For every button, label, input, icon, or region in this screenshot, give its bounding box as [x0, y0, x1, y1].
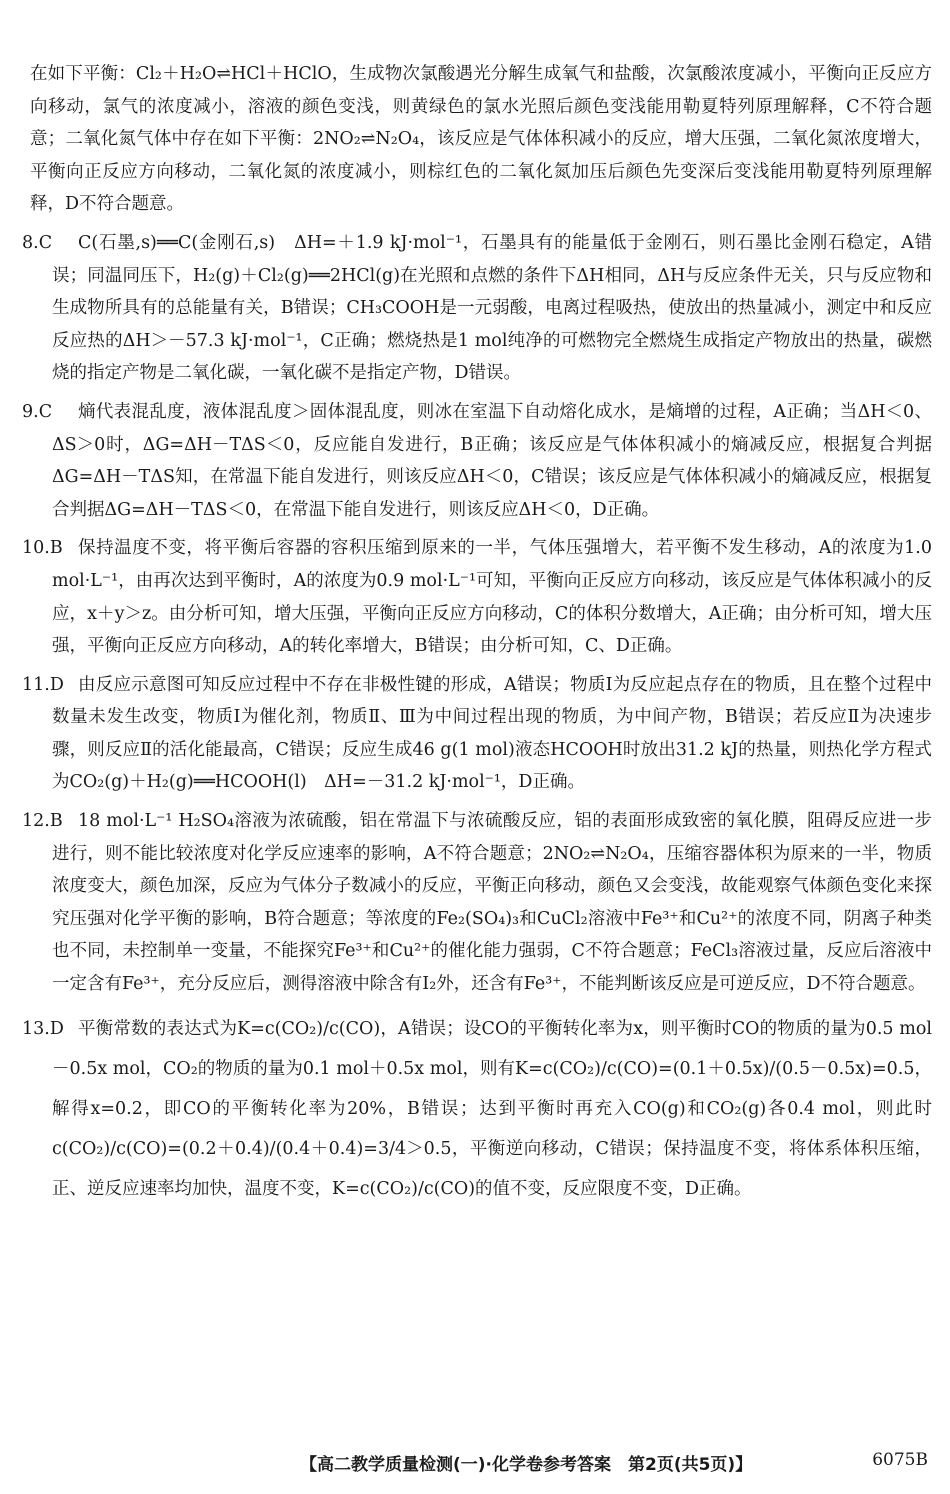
answer-item-8 [22, 227, 932, 390]
answer-text: 平衡常数的表达式为K=c(CO₂)/c(CO)，A错误；设CO的平衡转化率为x，则平衡时CO的物质的量为0.5 mol－0.5x mol，CO₂的物质的量为0.1 mol＋0.5x mol，则有K=c(CO₂)/c(CO)=(0.1＋0.5x)/(0.5－0.5x)=0.5，解得x=0.2，即CO的平衡转化率为20%，B错误；达到平衡时再充入CO(g)和CO₂(g)各0.4 mol，则此时c(CO₂)/c(CO)=(0.2＋0.4)/(0.4＋0.4)=3/4＞0.5，平衡逆向移动，C错误；保持温度不变，将体系体积压缩，正、逆反应速率均加快，温度不变，K=c(CO₂)/c(CO)的值不变，反应限度不变，D正确。 [52, 1018, 932, 1199]
answer-number: 9.C [22, 401, 53, 422]
answer-number: 11.D [22, 674, 64, 695]
footer-title: 【高二教学质量检测(一)·化学卷参考答案 第2页(共5页)】 [300, 1455, 753, 1475]
answer-number: 13.D [22, 1018, 64, 1039]
answer-item-12 [22, 805, 932, 1001]
answer-content [22, 58, 932, 1209]
answer-text: 保持温度不变，将平衡后容器的容积压缩到原来的一半，气体压强增大，若平衡不发生移动，A的浓度为1.0 mol·L⁻¹，由再次达到平衡时，A的浓度为0.9 mol·L⁻¹可知，平衡向正反应方向移动，该反应是气体体积减小的反应，x＋y＞z。由分析可知，增大压强，平衡向正反应方向移动，C的体积分数增大，A正确；由分析可知，增大压强，平衡向正反应方向移动，A的转化率增大，B错误；由分析可知，C、D正确。 [52, 538, 932, 657]
answer-text: 18 mol·L⁻¹ H₂SO₄溶液为浓硫酸，铝在常温下与浓硫酸反应，铝的表面形成致密的氧化膜，阻碍反应进一步进行，则不能比较浓度对化学反应速率的影响，A不符合题意；2NO₂⇌N₂O₄，压缩容器体积为原来的一半，物质浓度变大，颜色加深，反应为气体分子数减小的反应，平衡正向移动，颜色又会变浅，故能观察气体颜色变化来探究压强对化学平衡的影响，B符合题意；等浓度的Fe₂(SO₄)₃和CuCl₂溶液中Fe³⁺和Cu²⁺的浓度不同，阴离子种类也不同，未控制单一变量，不能探究Fe³⁺和Cu²⁺的催化能力强弱，C不符合题意；FeCl₃溶液过量，反应后溶液中一定含有Fe³⁺，充分反应后，测得溶液中除含有I₂外，还含有Fe³⁺，不能判断该反应是可逆反应，D不符合题意。 [52, 811, 932, 995]
answer-number: 8.C [22, 232, 53, 253]
answer-text: C(石墨,s)══C(金刚石,s) ΔH=＋1.9 kJ·mol⁻¹，石墨具有的能量低于金刚石，则石墨比金刚石稳定，A错误；同温同压下，H₂(g)＋Cl₂(g)══2HCl(g)在光照和点燃的条件下ΔH相同，ΔH与反应条件无关，只与反应物和生成物所具有的总能量有关，B错误；CH₃COOH是一元弱酸，电离过程吸热，使放出的热量减小，测定中和反应反应热的ΔH＞－57.3 kJ·mol⁻¹，C正确；燃烧热是1 mol纯净的可燃物完全燃烧生成指定产物放出的热量，碳燃烧的指定产物是二氧化碳，一氧化碳不是指定产物，D错误。 [52, 232, 932, 384]
answer-text: 由反应示意图可知反应过程中不存在非极性键的形成，A错误；物质Ⅰ为反应起点存在的物质，且在整个过程中数量未发生改变，物质Ⅰ为催化剂，物质Ⅱ、Ⅲ为中间过程出现的物质，为中间产物，B错误；若反应Ⅱ为决速步骤，则反应Ⅱ的活化能最高，C错误；反应生成46 g(1 mol)液态HCOOH时放出31.2 kJ的热量，则热化学方程式为CO₂(g)＋H₂(g)══HCOOH(l) ΔH=－31.2 kJ·mol⁻¹，D正确。 [52, 674, 932, 793]
paragraph-continuation: 在如下平衡：Cl₂＋H₂O⇌HCl＋HClO，生成物次氯酸遇光分解生成氧气和盐酸，次氯酸浓度减小，平衡向正反应方向移动，氯气的浓度减小，溶液的颜色变浅，则黄绿色的氯水光照后颜色变浅能用勒夏特列原理解释，C不符合题意；二氧化氮气体中存在如下平衡：2NO₂⇌N₂O₄，该反应是气体体积减小的反应，增大压强，二氧化氮浓度增大，平衡向正反应方向移动，二氧化氮的浓度减小，则棕红色的二氧化氮加压后颜色先变深后变浅能用勒夏特列原理解释，D不符合题意。 [30, 64, 932, 215]
answer-item-9 [22, 396, 932, 526]
answer-number: 12.B [22, 811, 63, 832]
answer-item-11 [22, 669, 932, 799]
answer-item-13 [22, 1009, 932, 1209]
footer-code: 6075B [872, 1450, 928, 1470]
answer-item-10 [22, 532, 932, 662]
page-footer [0, 1450, 950, 1480]
answer-number: 10.B [22, 538, 63, 559]
answer-text: 熵代表混乱度，液体混乱度＞固体混乱度，则冰在室温下自动熔化成水，是熵增的过程，A正确；当ΔH＜0、ΔS＞0时，ΔG=ΔH－TΔS＜0，反应能自发进行，B正确；该反应是气体体积减小的熵减反应，根据复合判据ΔG=ΔH－TΔS知，在常温下能自发进行，则该反应ΔH＜0，C错误；该反应是气体体积减小的熵减反应，根据复合判据ΔG=ΔH－TΔS＜0，在常温下能自发进行，则该反应ΔH＜0，D正确。 [52, 401, 932, 520]
